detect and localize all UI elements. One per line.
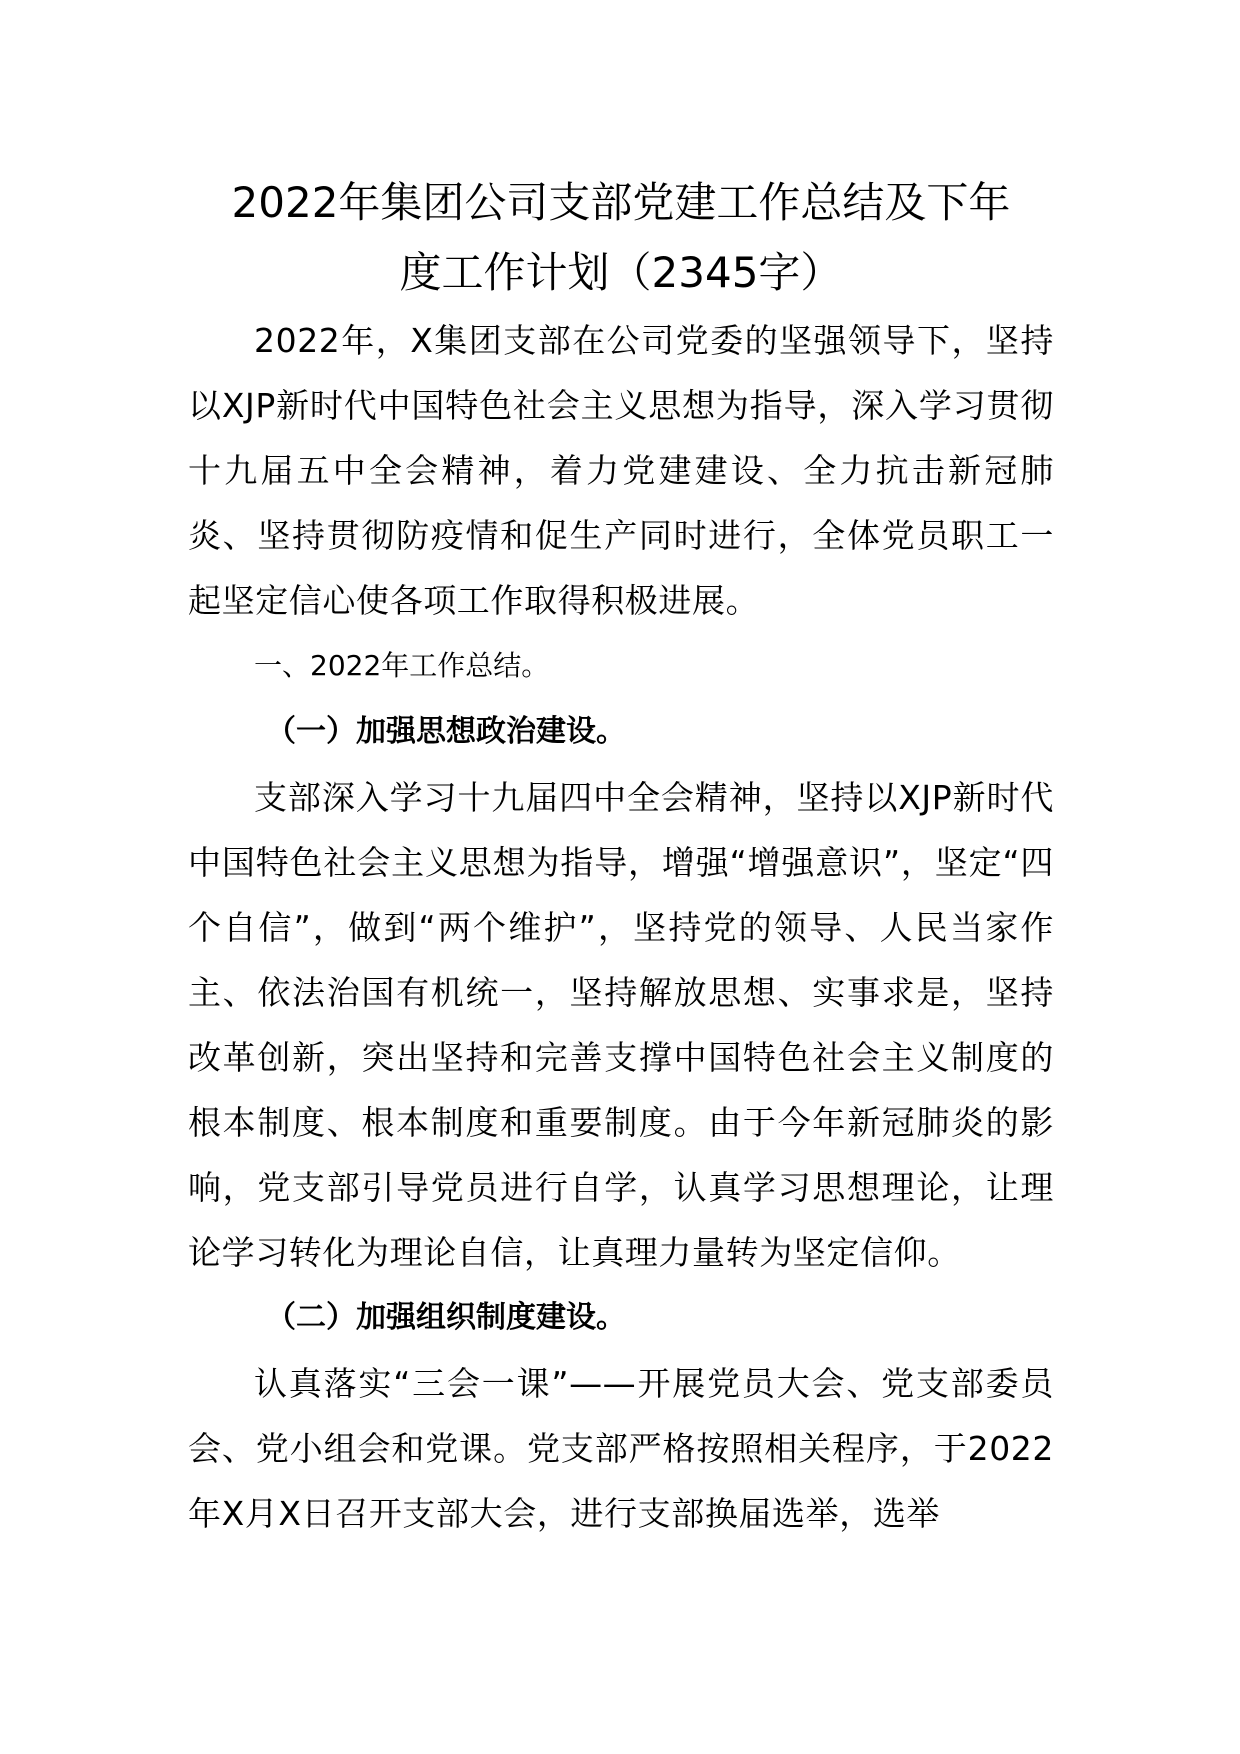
title-line-1: 2022年集团公司支部党建工作总结及下年	[231, 178, 1011, 227]
subsection-2-heading: （二）加强组织制度建设。	[266, 1300, 626, 1335]
document-page	[188, 168, 1054, 1546]
subsection-1-paragraph: 支部深入学习十九届四中全会精神，坚持以XJP新时代中国特色社会主义思想为指导，增强“增强意识”，坚定“四个自信”，做到“两个维护”，坚持党的领导、人民当家作主、依法治国有机统一，坚持解放思想、实事求是，坚持改革创新，突出坚持和完善支撑中国特色社会主义制度的根本制度、根本制度和重要制度。由于今年新冠肺炎的影响，党支部引导党员进行自学，认真学习思想理论，让理论学习转化为理论自信，让真理力量转为坚定信仰。	[188, 778, 1054, 1272]
section-1-heading: 一、2022年工作总结。	[254, 649, 550, 682]
intro-paragraph: 2022年，X集团支部在公司党委的坚强领导下，坚持以XJP新时代中国特色社会主义思想为指导，深入学习贯彻十九届五中全会精神，着力党建建设、全力抗击新冠肺炎、坚持贯彻防疫情和促生产同时进行，全体党员职工一起坚定信心使各项工作取得积极进展。	[188, 321, 1054, 620]
title-line-2: 度工作计划（2345字）	[399, 248, 843, 297]
document-title	[188, 168, 1054, 308]
subsection-1-heading: （一）加强思想政治建设。	[266, 714, 626, 749]
subsection-2-paragraph: 认真落实“三会一课”——开展党员大会、党支部委员会、党小组会和党课。党支部严格按照相关程序，于2022年X月X日召开支部大会，进行支部换届选举，选举	[188, 1364, 1054, 1533]
